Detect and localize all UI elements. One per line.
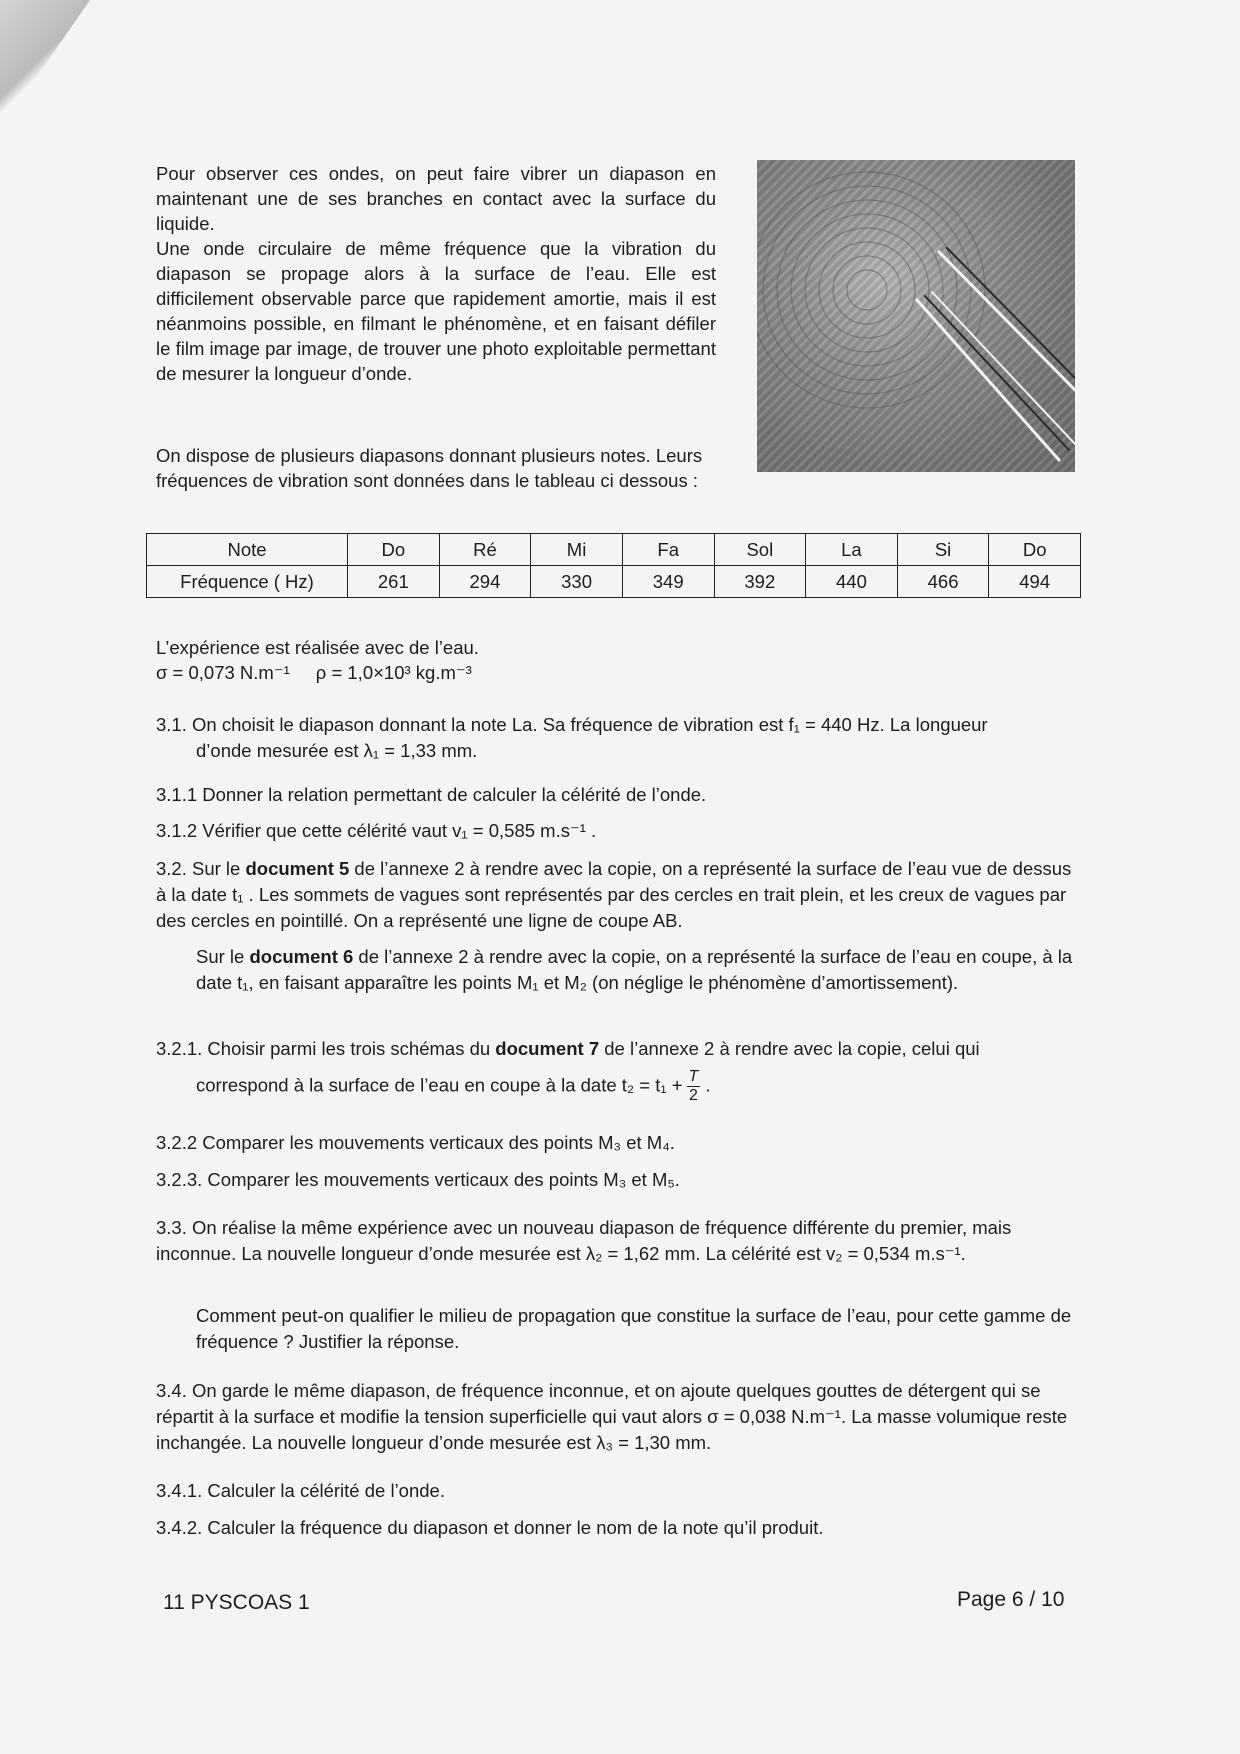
fraction-denominator: 2	[688, 1087, 698, 1104]
document-6-ref: document 6	[249, 946, 354, 967]
question-3-4-1: 3.4.1. Calculer la célérité de l’onde.	[156, 1480, 445, 1501]
table-cell: 294	[439, 566, 531, 598]
table-cell: 261	[348, 566, 440, 598]
question-3-2	[156, 856, 1084, 934]
question-3-2-1	[156, 1036, 1084, 1105]
question-3-4-2: 3.4.2. Calculer la fréquence du diapason et donner le nom de la note qu’il produit.	[156, 1517, 824, 1538]
table-cell: Fa	[622, 534, 714, 566]
rho-value: ρ = 1,0×10³ kg.m⁻³	[315, 662, 472, 683]
intro-paragraph	[156, 161, 716, 386]
table-cell: 466	[897, 566, 989, 598]
question-3-2-1-line1	[156, 1036, 1084, 1062]
wave-photo	[757, 160, 1075, 472]
question-3-2-text-d: de l’annexe 2 à rendre avec la copie, on a représenté la surface de l’eau en coupe, à la date t₁, en faisant apparaître les points M₁ et M₂ (on néglige le phénomène d’amortissement).	[196, 946, 1073, 993]
question-3-2-document-6	[156, 944, 1084, 996]
question-3-2-1-text-a: 3.2.1. Choisir parmi les trois schémas du	[156, 1038, 496, 1059]
sigma-value: σ = 0,073 N.m⁻¹	[156, 662, 290, 683]
table-row	[147, 534, 1081, 566]
footer-exam-code: 11 PYSCOAS 1	[163, 1591, 310, 1614]
experience-text: L’expérience est réalisée avec de l’eau.	[156, 637, 479, 658]
table-header-frequency: Fréquence ( Hz)	[147, 566, 348, 598]
intro-paragraph-2	[156, 443, 716, 493]
question-3-4: 3.4. On garde le même diapason, de fréquence inconnue, et on ajoute quelques gouttes de détergent qui se répartit à la surface et modifie la tension superficielle qui vaut alors σ = 0,038 N.m⁻¹. La masse volumique reste inchangée. La nouvelle longueur d’onde mesurée est λ₃ = 1,30 mm.	[156, 1380, 1068, 1453]
fraction-numerator: T	[688, 1068, 699, 1085]
question-3-3: 3.3. On réalise la même expérience avec un nouveau diapason de fréquence différente du premier, mais inconnue. La nouvelle longueur d’onde mesurée est λ₂ = 1,62 mm. La célérité est v₂ = 0,534 m.s⁻¹.	[156, 1217, 1012, 1264]
question-3-2-text-b: de l’annexe 2 à rendre avec la copie, on a représenté la surface de l’eau vue de dessus à la date t₁ . Les sommets de vagues sont représentés par des cercles en trait plein, et les creux de vagues par des cercles en pointillé. On a représenté une ligne de coupe AB.	[156, 858, 1072, 931]
table-header-note: Note	[147, 534, 348, 566]
question-3-1-1: 3.1.1 Donner la relation permettant de calculer la célérité de l’onde.	[156, 784, 707, 805]
table-cell: Si	[897, 534, 989, 566]
question-3-3-follow-up: Comment peut-on qualifier le milieu de propagation que constitue la surface de l’eau, pour cette gamme de fréquence ? Justifier la réponse.	[196, 1305, 1072, 1352]
table-cell: Mi	[531, 534, 623, 566]
table-cell: 349	[622, 566, 714, 598]
document-5-ref: document 5	[245, 858, 350, 879]
table-cell: 440	[806, 566, 898, 598]
question-3-1-2: 3.1.2 Vérifier que cette célérité vaut v₁ = 0,585 m.s⁻¹ .	[156, 820, 597, 841]
intro-text-3: On dispose de plusieurs diapasons donnant plusieurs notes. Leurs fréquences de vibration sont données dans le tableau ci dessous :	[156, 445, 703, 491]
table-cell: 330	[531, 566, 623, 598]
question-3-1-line1: 3.1. On choisit le diapason donnant la note La. Sa fréquence de vibration est f₁ = 440 Hz. La longueur	[156, 714, 988, 735]
question-3-2-1-text-c: correspond à la surface de l’eau en coupe à la date t₂ = t₁ +	[196, 1074, 683, 1096]
table-cell: Ré	[439, 534, 531, 566]
question-3-2-1-text-b: de l’annexe 2 à rendre avec la copie, celui qui	[599, 1038, 980, 1059]
table-cell: 392	[714, 566, 806, 598]
question-3-2-text-c: Sur le	[196, 946, 250, 967]
fraction-t-over-2	[687, 1068, 701, 1105]
question-3-1	[156, 712, 1084, 764]
table-cell: Sol	[714, 534, 806, 566]
intro-text-1: Pour observer ces ondes, on peut faire vibrer un diapason en maintenant une de ses branches en contact avec la surface du liquide.	[156, 163, 716, 234]
notes-frequency-table	[146, 533, 1081, 598]
intro-text-2: Une onde circulaire de même fréquence que la vibration du diapason se propage alors à la surface de l’eau. Elle est difficilement observable parce que rapidement amortie, mais il est néanmoins possible, en filmant le phénomène, et en faisant défiler le film image par image, de trouver une photo exploitable permettant de mesurer la longueur d’onde.	[156, 238, 716, 384]
table-cell: Do	[348, 534, 440, 566]
footer-page-number: Page 6 / 10	[957, 1588, 1065, 1611]
question-3-2-3: 3.2.3. Comparer les mouvements verticaux des points M₃ et M₅.	[156, 1169, 680, 1190]
question-3-2-text-a: 3.2. Sur le	[156, 858, 246, 879]
table-cell: 494	[989, 566, 1081, 598]
table-row	[147, 566, 1081, 598]
table-cell: Do	[989, 534, 1081, 566]
question-3-1-line2: d’onde mesurée est λ₁ = 1,33 mm.	[196, 740, 478, 761]
table-cell: La	[806, 534, 898, 566]
question-3-2-1-line2	[156, 1068, 1084, 1105]
document-7-ref: document 7	[495, 1038, 600, 1059]
experience-constants	[156, 660, 472, 685]
wave-photo-drawing	[757, 160, 1075, 472]
question-3-2-1-end: .	[700, 1074, 711, 1096]
question-3-2-2: 3.2.2 Comparer les mouvements verticaux des points M₃ et M₄.	[156, 1132, 675, 1153]
